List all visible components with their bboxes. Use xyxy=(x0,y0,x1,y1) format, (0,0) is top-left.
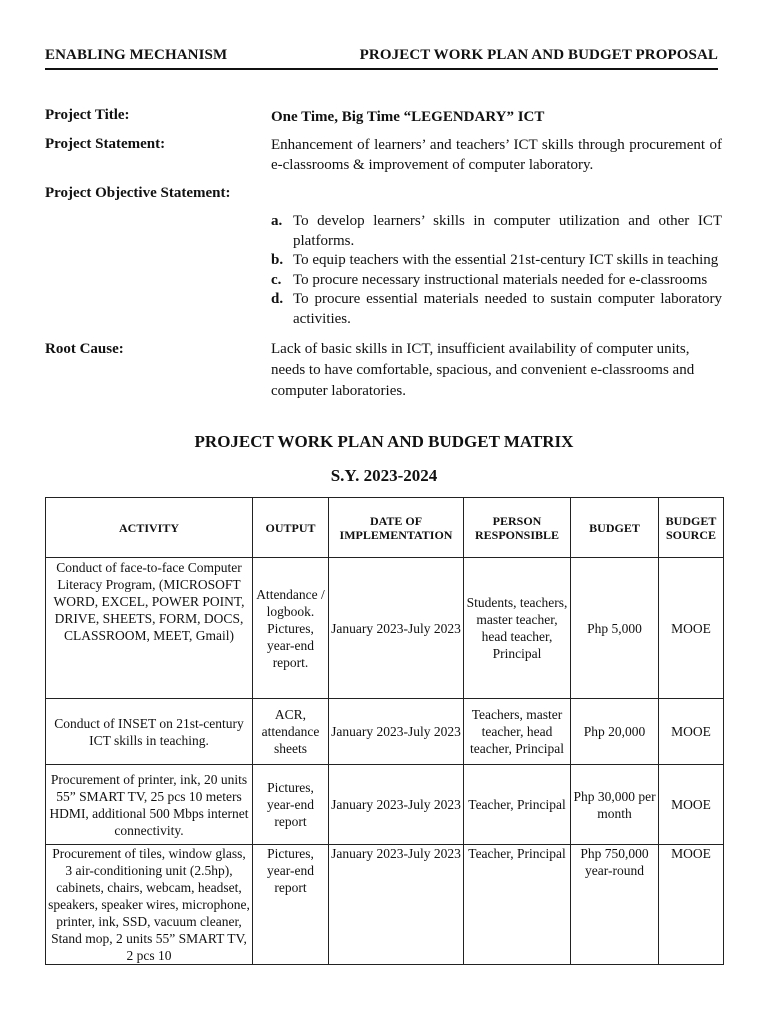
objective-item xyxy=(271,271,722,291)
project-statement-value: Enhancement of learners’ and teachers’ ICT skills through procurement of e-classrooms & improvement of computer laboratory. xyxy=(271,137,722,173)
cell-activity: Conduct of INSET on 21st-century ICT skills in teaching. xyxy=(46,699,253,765)
cell-output: Pictures, year-end report xyxy=(253,765,329,845)
table-row xyxy=(46,845,724,965)
table-row xyxy=(46,558,724,699)
cell-person: Teachers, master teacher, head teacher, Principal xyxy=(464,699,571,765)
objective-letter: c. xyxy=(271,271,282,288)
cell-source: MOOE xyxy=(659,765,724,845)
project-title-label: Project Title: xyxy=(45,107,130,123)
cell-output: ACR, attendance sheets xyxy=(253,699,329,765)
cell-budget: Php 20,000 xyxy=(571,699,659,765)
table-row xyxy=(46,699,724,765)
project-statement-label: Project Statement: xyxy=(45,136,166,152)
root-cause-value: Lack of basic skills in ICT, insufficient availability of computer units, needs to have comfortable, spacious, and convenient e-classrooms and computer laboratories. xyxy=(271,341,695,399)
header-rule xyxy=(45,68,718,70)
page-header xyxy=(45,47,718,64)
objective-list xyxy=(271,212,722,329)
cell-date: January 2023-July 2023 xyxy=(329,699,464,765)
column-header-date: DATE OF IMPLEMENTATION xyxy=(329,498,464,558)
cell-source: MOOE xyxy=(659,558,724,699)
project-objective-label: Project Objective Statement: xyxy=(45,185,231,201)
cell-activity: Conduct of face-to-face Computer Literacy Program, (MICROSOFT WORD, EXCEL, POWER POINT, DRIVE, SHEETS, FORM, DOCS, CLASSROOM, MEET, Gmail) xyxy=(46,558,253,699)
header-left: ENABLING MECHANISM xyxy=(45,47,228,63)
cell-person: Students, teachers, master teacher, head teacher, Principal xyxy=(464,558,571,699)
cell-source: MOOE xyxy=(659,845,724,965)
cell-date: January 2023-July 2023 xyxy=(329,765,464,845)
table-header-row xyxy=(46,498,724,558)
column-header-output: OUTPUT xyxy=(253,498,329,558)
cell-person: Teacher, Principal xyxy=(464,765,571,845)
cell-output: Pictures, year-end report xyxy=(253,845,329,965)
cell-activity: Procurement of printer, ink, 20 units 55” SMART TV, 25 pcs 10 meters HDMI, additional 500 Mbps internet connectivity. xyxy=(46,765,253,845)
column-header-person: PERSON RESPONSIBLE xyxy=(464,498,571,558)
objective-text: To develop learners’ skills in computer utilization and other ICT platforms. xyxy=(293,213,722,249)
cell-date: January 2023-July 2023 xyxy=(329,845,464,965)
cell-date: January 2023-July 2023 xyxy=(329,558,464,699)
objective-item xyxy=(271,290,722,329)
objective-item xyxy=(271,212,722,251)
column-header-source: BUDGET SOURCE xyxy=(659,498,724,558)
column-header-budget: BUDGET xyxy=(571,498,659,558)
objective-letter: d. xyxy=(271,291,284,307)
matrix-subtitle: S.Y. 2023-2024 xyxy=(330,466,438,485)
objective-text: To procure essential materials needed to sustain computer laboratory activities. xyxy=(293,291,722,327)
cell-budget: Php 5,000 xyxy=(571,558,659,699)
project-title-value: One Time, Big Time “LEGENDARY” ICT xyxy=(271,109,545,125)
table-row xyxy=(46,765,724,845)
root-cause-label: Root Cause: xyxy=(45,341,124,357)
objective-item xyxy=(271,251,722,271)
cell-person: Teacher, Principal xyxy=(464,845,571,965)
cell-activity: Procurement of tiles, window glass, 3 air-conditioning unit (2.5hp), cabinets, chairs, webcam, headset, speakers, speaker wires, microphone, printer, ink, SSD, vacuum cleaner, Stand mop, 2 units 55” SMART TV, 2 pcs 10 xyxy=(46,845,253,965)
objective-text: To procure necessary instructional materials needed for e-classrooms xyxy=(293,271,708,288)
cell-source: MOOE xyxy=(659,699,724,765)
objective-text: To equip teachers with the essential 21st-century ICT skills in teaching xyxy=(293,252,719,268)
work-plan-table xyxy=(45,497,724,965)
column-header-activity: ACTIVITY xyxy=(46,498,253,558)
matrix-title: PROJECT WORK PLAN AND BUDGET MATRIX xyxy=(194,432,574,451)
cell-budget: Php 750,000 year-round xyxy=(571,845,659,965)
objective-letter: a. xyxy=(271,213,283,229)
cell-output: Attendance / logbook. Pictures, year-end report. xyxy=(253,558,329,699)
objective-letter: b. xyxy=(271,252,284,268)
cell-budget: Php 30,000 per month xyxy=(571,765,659,845)
header-right: PROJECT WORK PLAN AND BUDGET PROPOSAL xyxy=(359,47,718,63)
